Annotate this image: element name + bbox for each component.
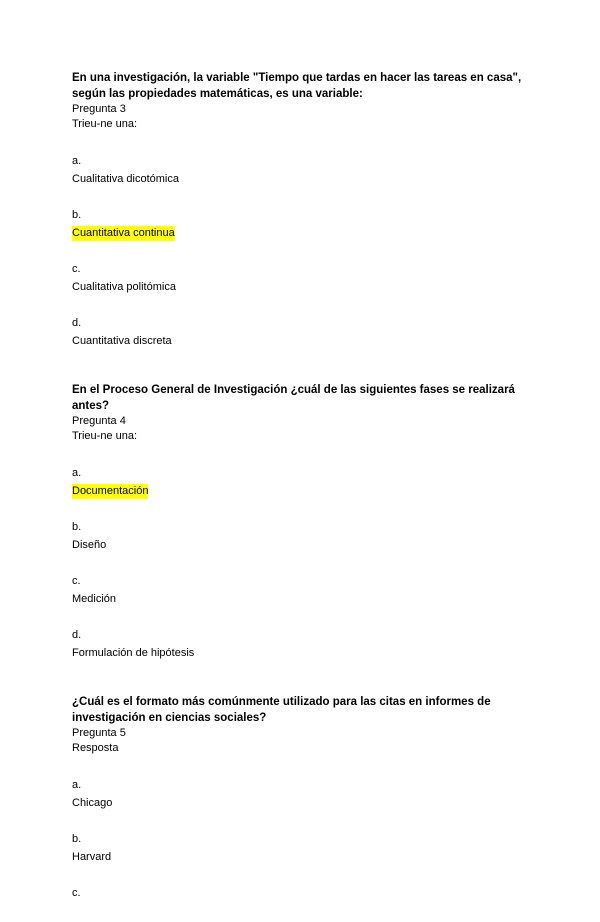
option-text: Cualitativa dicotómica bbox=[72, 173, 179, 185]
question-instruction: Trieu-ne una: bbox=[72, 430, 138, 442]
question-block bbox=[72, 70, 532, 349]
document-page bbox=[72, 70, 532, 922]
option-letter: b. bbox=[72, 833, 82, 845]
option-letter: d. bbox=[72, 629, 82, 641]
question-spacer bbox=[72, 682, 532, 694]
answer-option[interactable] bbox=[72, 778, 532, 811]
option-text: Diseño bbox=[72, 539, 107, 551]
answer-option[interactable] bbox=[72, 316, 532, 349]
option-text: Chicago bbox=[72, 797, 113, 809]
option-text: Cuantitativa discreta bbox=[72, 335, 172, 347]
option-letter: b. bbox=[72, 209, 82, 221]
option-text-highlighted: Documentación bbox=[72, 485, 149, 497]
option-letter: c. bbox=[72, 887, 81, 899]
answer-option[interactable] bbox=[72, 886, 532, 901]
answer-option[interactable] bbox=[72, 208, 532, 241]
question-title: En una investigación, la variable "Tiempo que tardas en hacer las tareas en casa", según las propiedades matemáticas, es una variable: bbox=[72, 72, 522, 100]
question-block bbox=[72, 694, 532, 901]
question-block bbox=[72, 382, 532, 661]
question-number: Pregunta 3 bbox=[72, 103, 126, 115]
answer-option[interactable] bbox=[72, 628, 532, 661]
question-number: Pregunta 4 bbox=[72, 415, 126, 427]
option-text: Harvard bbox=[72, 851, 112, 863]
answer-option[interactable] bbox=[72, 466, 532, 499]
option-letter: a. bbox=[72, 779, 82, 791]
option-text: Cualitativa politómica bbox=[72, 281, 176, 293]
option-letter: b. bbox=[72, 521, 82, 533]
answer-option[interactable] bbox=[72, 574, 532, 607]
question-instruction: Trieu-ne una: bbox=[72, 118, 138, 130]
answer-option[interactable] bbox=[72, 832, 532, 865]
answer-option[interactable] bbox=[72, 154, 532, 187]
option-letter: a. bbox=[72, 467, 82, 479]
option-letter: c. bbox=[72, 263, 81, 275]
answer-option[interactable] bbox=[72, 520, 532, 553]
option-text: Formulación de hipótesis bbox=[72, 647, 195, 659]
question-title: ¿Cuál es el formato más comúnmente utilizado para las citas en informes de investigación en ciencias sociales? bbox=[72, 696, 491, 724]
option-letter: a. bbox=[72, 155, 82, 167]
question-spacer bbox=[72, 370, 532, 382]
question-title: En el Proceso General de Investigación ¿cuál de las siguientes fases se realizará antes? bbox=[72, 384, 515, 412]
question-number: Pregunta 5 bbox=[72, 727, 126, 739]
answer-option[interactable] bbox=[72, 262, 532, 295]
option-letter: c. bbox=[72, 575, 81, 587]
question-instruction: Resposta bbox=[72, 742, 119, 754]
option-text-highlighted: Cuantitativa continua bbox=[72, 227, 175, 239]
option-letter: d. bbox=[72, 317, 82, 329]
option-text: Medición bbox=[72, 593, 117, 605]
